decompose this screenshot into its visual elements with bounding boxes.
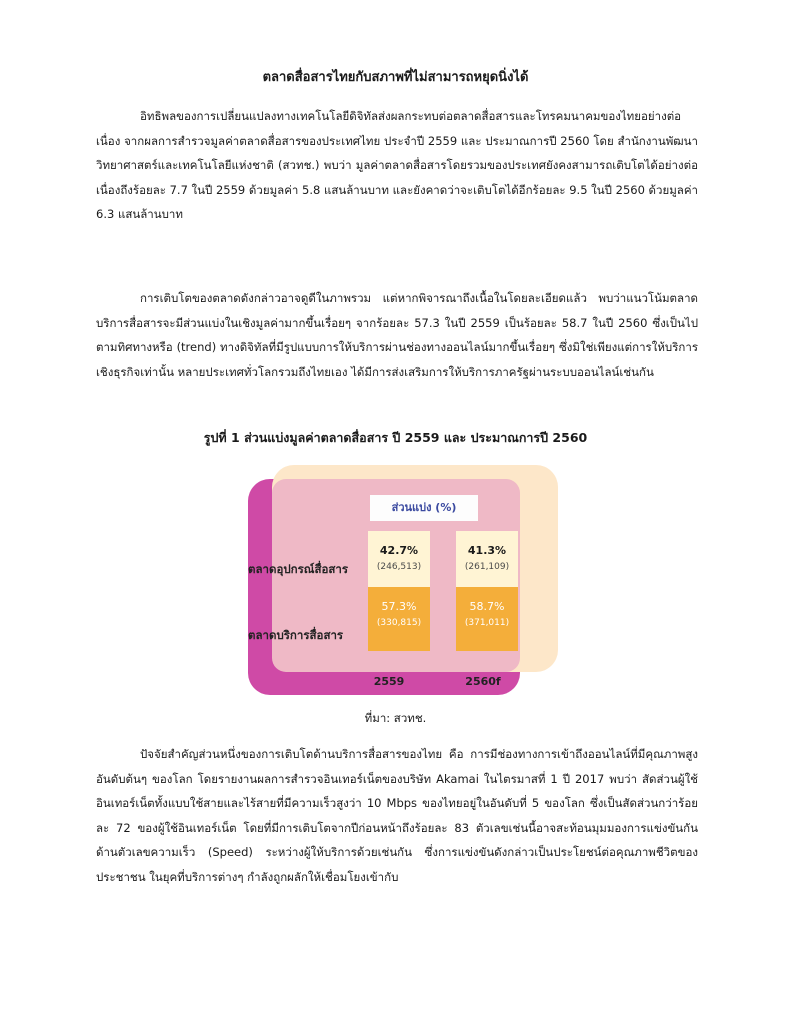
label-2560f-equipment-pct: 41.3% — [467, 544, 507, 557]
label-2559-service-amount: (330,815) — [376, 618, 422, 628]
paragraph-3: ปัจจัยสำคัญส่วนหนึ่งของการเติบโตด้านบริการสื่อสารของไทย คือ การมีช่องทางการเข้าถึงออนไลน์ที่มีคุณภาพสูงอันดับต้นๆ ของโลก โดยรายงานผลการสำรวจอินเทอร์เน็ตของบริษัท Akamai ในไตรมาสที่ 1 ปี 2017 พบว่า สัดส่วนผู้ใช้อินเทอร์เน็ตทั้งแบบใช้สายและไร้สายที่มีความเร็วสูงว่า 10 Mbps ของไทยอยู่ในอันดับที่ 5 ของโลก ซึ่งเป็นสัดส่วนกว่าร้อยละ 72 ของผู้ใช้อินเทอร์เน็ต โดยที่มีการเติบโตจากปีก่อนหน้าถึงร้อยละ 83 ตัวเลขเช่นนี้อาจสะท้อนมุมมองการแข่งขันกันด้านตัวเลขความเร็ว (Speed) ระหว่างผู้ให้บริการด้วยเช่นกัน ซึ่งการแข่งขันดังกล่าวเป็นประโยชน์ต่อคุณภาพชีวิตของประชาชน ในยุคที่บริการต่างๆ กำลังถูกผลักให้เชื่อมโยงเข้ากับ — [96, 747, 698, 884]
category-label-2560f: 2560f — [465, 675, 501, 688]
category-label-2559: 2559 — [373, 675, 405, 688]
market-share-chart — [240, 465, 560, 700]
paragraph-2: การเติบโตของตลาดดังกล่าวอาจดูดีในภาพรวม แต่หากพิจารณาถึงเนื้อในโดยละเอียดแล้ว พบว่าแนวโน้มตลาดบริการสื่อสารจะมีส่วนแบ่งในเชิงมูลค่ามากขึ้นเรื่อยๆ จากร้อยละ 57.3 ในปี 2559 เป็นร้อยละ 58.7 ในปี 2560 ซึ่งเป็นไปตามทิศทางหรือ (trend) ทางดิจิทัลที่มีรูปแบบการให้บริการผ่านช่องทางออนไลน์มากขึ้นเรื่อยๆ ซึ่งมิใช่เพียงแต่การให้บริการเชิงธุรกิจเท่านั้น หลายประเทศทั่วโลกรวมถึงไทยเอง ได้มีการส่งเสริมการให้บริการภาครัฐผ่านระบบออนไลน์เช่นกัน — [96, 291, 698, 379]
label-2560f-service-amount: (371,011) — [464, 618, 510, 628]
bar-2560f-service — [456, 587, 518, 651]
label-2559-service-pct: 57.3% — [381, 600, 417, 613]
label-2560f-equipment-amount: (261,109) — [464, 562, 510, 572]
figure-source: ที่มา: สวทช. — [364, 711, 427, 725]
document-title: ตลาดสื่อสารไทยกับสภาพที่ไม่สามารถหยุดนิ่งได้ — [262, 70, 529, 85]
figure-caption: รูปที่ 1 ส่วนแบ่งมูลค่าตลาดสื่อสาร ปี 2559 และ ประมาณการปี 2560 — [203, 430, 588, 445]
series-label-service: ตลาดบริการสื่อสาร — [248, 628, 344, 642]
bar-2559-equipment — [368, 531, 430, 587]
label-2560f-service-pct: 58.7% — [469, 600, 505, 613]
series-label-equipment: ตลาดอุปกรณ์สื่อสาร — [248, 562, 349, 576]
label-2559-equipment-pct: 42.7% — [379, 544, 419, 557]
chart-legend-title: ส่วนแบ่ง (%) — [370, 495, 478, 521]
bar-2559-service — [368, 587, 430, 651]
paragraph-1: อิทธิพลของการเปลี่ยนแปลงทางเทคโนโลยีดิจิทัลส่งผลกระทบต่อตลาดสื่อสารและโทรคมนาคมของไทยอย่างต่อเนื่อง จากผลการสำรวจมูลค่าตลาดสื่อสารของประเทศไทย ประจำปี 2559 และ ประมาณการปี 2560 โดย สำนักงานพัฒนาวิทยาศาสตร์และเทคโนโลยีแห่งชาติ (สวทช.) พบว่า มูลค่าตลาดสื่อสารโดยรวมของประเทศยังคงสามารถเติบโตได้อย่างต่อเนื่องถึงร้อยละ 7.7 ในปี 2559 ด้วยมูลค่า 5.8 แสนล้านบาท และยังคาดว่าจะเติบโตได้อีกร้อยละ 9.5 ในปี 2560 ด้วยมูลค่า 6.3 แสนล้านบาท — [96, 109, 698, 221]
bar-2560f-equipment — [456, 531, 518, 587]
label-2559-equipment-amount: (246,513) — [376, 562, 422, 572]
